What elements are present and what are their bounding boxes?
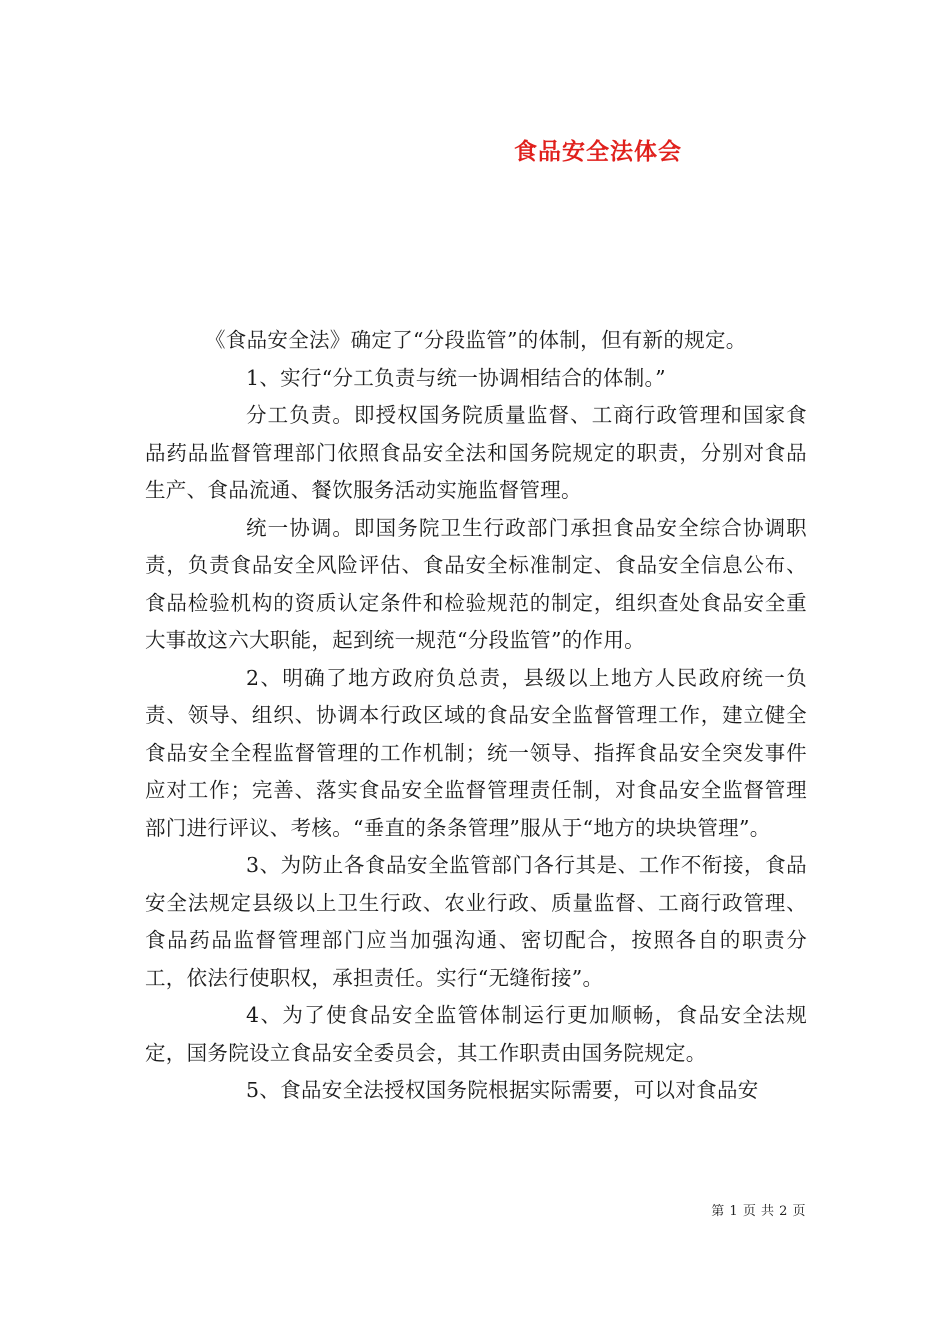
paragraph-item-3: 3、为防止各食品安全监管部门各行其是、工作不衔接，食品安全法规定县级以上卫生行政、农业行政、质量监督、工商行政管理、食品药品监督管理部门应当加强沟通、密切配合，按照各自的职责分工，依法行使职权，承担责任。实行“无缝衔接”。	[145, 853, 807, 990]
paragraph-item-4: 4、为了使食品安全监管体制运行更加顺畅，食品安全法规定，国务院设立食品安全委员会，其工作职责由国务院规定。	[145, 1003, 807, 1065]
document-title: 食品安全法体会	[514, 138, 682, 165]
paragraph-item-1: 1、实行“分工负责与统一协调相结合的体制。”	[246, 365, 666, 390]
paragraph-coordination: 统一协调。即国务院卫生行政部门承担食品安全综合协调职责，负责食品安全风险评估、食品安全标准制定、食品安全信息公布、食品检验机构的资质认定条件和检验规范的制定，组织查处食品安全重大事故这六大职能，起到统一规范“分段监管”的作用。	[145, 515, 807, 652]
paragraph-division: 分工负责。即授权国务院质量监督、工商行政管理和国家食品药品监督管理部门依照食品安全法和国务院规定的职责，分别对食品生产、食品流通、餐饮服务活动实施监督管理。	[145, 403, 807, 502]
paragraph-intro: 《食品安全法》确定了“分段监管”的体制，但有新的规定。	[205, 328, 747, 352]
page-number-footer: 第 1 页 共 2 页	[711, 1204, 806, 1219]
document-body	[145, 322, 807, 1110]
paragraph-item-5: 5、食品安全法授权国务院根据实际需要，可以对食品安	[246, 1078, 759, 1102]
paragraph-item-2: 2、明确了地方政府负总责，县级以上地方人民政府统一负责、领导、组织、协调本行政区域的食品安全监督管理工作，建立健全食品安全全程监督管理的工作机制；统一领导、指挥食品安全突发事件应对工作；完善、落实食品安全监督管理责任制，对食品安全监督管理部门进行评议、考核。“垂直的条条管理”服从于“地方的块块管理”。	[145, 665, 807, 840]
